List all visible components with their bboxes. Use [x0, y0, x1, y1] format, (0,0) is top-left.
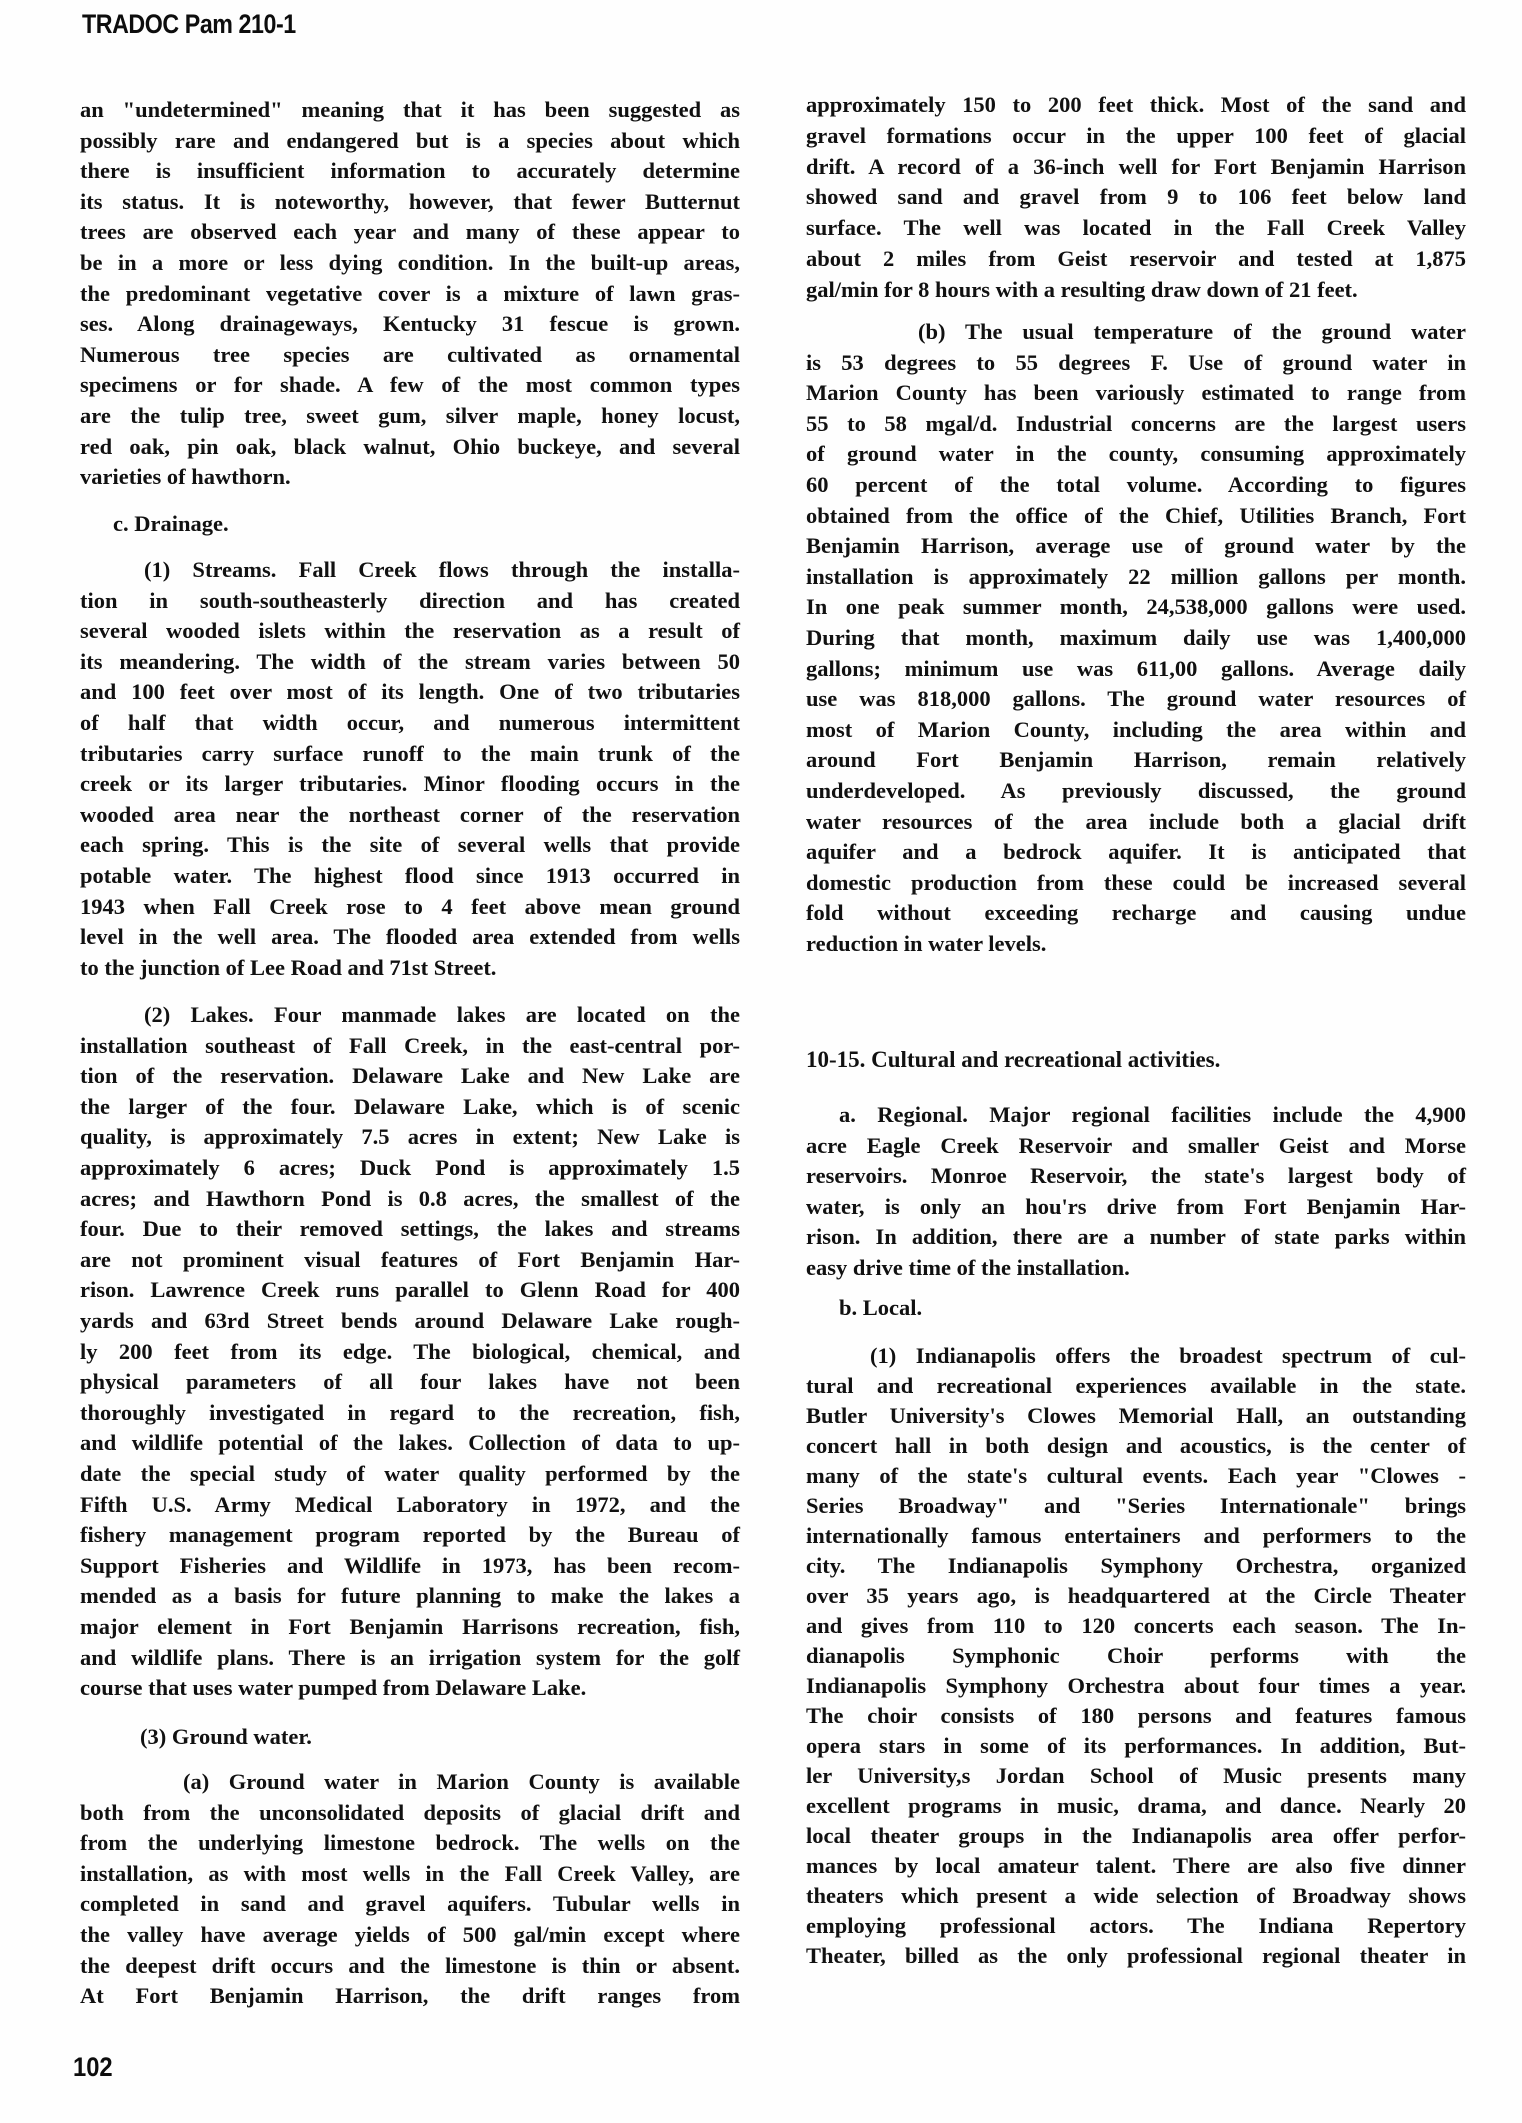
text-line: an "undetermined" meaning that it has been suggested as	[80, 97, 740, 122]
text-line: Marion County has been variously estimated to range from	[806, 380, 1466, 406]
text-line: specimens or for shade. A few of the most common types	[80, 372, 740, 398]
text-line: acre Eagle Creek Reservoir and smaller Geist and Morse	[806, 1132, 1466, 1158]
text-line: water, is only an hou'rs drive from Fort Benjamin Har-	[806, 1193, 1466, 1219]
left-column	[80, 0, 740, 2123]
text-line: is 53 degrees to 55 degrees F. Use of ground water in	[806, 349, 1466, 375]
text-line: thoroughly investigated in regard to the recreation, fish,	[80, 1399, 740, 1425]
text-line: Butler University's Clowes Memorial Hall, an outstanding	[806, 1403, 1466, 1428]
text-line: wooded area near the northeast corner of the reservation	[80, 801, 740, 827]
text-line: drift. A record of a 36-inch well for Fort Benjamin Harrison	[806, 153, 1466, 179]
text-line: tion in south-southeasterly direction and has created	[80, 587, 740, 613]
text-line: about 2 miles from Geist reservoir and tested at 1,875	[806, 246, 1466, 271]
text-line: over 35 years ago, is headquartered at the Circle Theater	[806, 1583, 1466, 1608]
text-line: and gives from 110 to 120 concerts each season. The In-	[806, 1613, 1466, 1638]
text-line: Benjamin Harrison, average use of ground water by the	[806, 533, 1466, 559]
text-line: mances by local amateur talent. There are also five dinner	[806, 1853, 1466, 1878]
text-line: acres; and Hawthorn Pond is 0.8 acres, the smallest of the	[80, 1185, 740, 1211]
text-line: reservoirs. Monroe Reservoir, the state's largest body of	[806, 1163, 1466, 1189]
text-line: (1) Streams. Fall Creek flows through the installa-	[144, 557, 740, 582]
text-line: red oak, pin oak, black walnut, Ohio buckeye, and several	[80, 433, 740, 459]
text-line: gal/min for 8 hours with a resulting draw down of 21 feet.	[806, 276, 1358, 302]
text-line: of ground water in the county, consuming approximately	[806, 441, 1466, 467]
text-line: internationally famous entertainers and performers to the	[806, 1523, 1466, 1548]
text-line: excellent programs in music, drama, and dance. Nearly 20	[806, 1793, 1466, 1818]
text-line: Indianapolis Symphony Orchestra about four times a year.	[806, 1673, 1466, 1698]
text-line: be in a more or less dying condition. In the built-up areas,	[80, 250, 740, 275]
text-line: tributaries carry surface runoff to the main trunk of the	[80, 740, 740, 766]
text-line: mended as a basis for future planning to make the lakes a	[80, 1583, 740, 1609]
right-column	[806, 0, 1466, 2123]
running-head: TRADOC Pam 210-1	[82, 9, 296, 39]
text-line: are the tulip tree, sweet gum, silver maple, honey locust,	[80, 403, 740, 428]
text-line: ses. Along drainageways, Kentucky 31 fescue is grown.	[80, 311, 740, 337]
text-line: showed sand and gravel from 9 to 106 feet below land	[806, 184, 1466, 210]
text-line: most of Marion County, including the area within and	[806, 716, 1466, 742]
text-line: four. Due to their removed settings, the lakes and streams	[80, 1216, 740, 1242]
text-line: local theater groups in the Indianapolis area offer perfor-	[806, 1823, 1466, 1848]
text-line: use was 818,000 gallons. The ground water resources of	[806, 686, 1466, 712]
text-line: c. Drainage.	[113, 511, 229, 536]
text-line: employing professional actors. The Indiana Repertory	[806, 1913, 1466, 1938]
text-line: several wooded islets within the reservation as a result of	[80, 618, 740, 644]
text-line: opera stars in some of its performances. In addition, But-	[806, 1733, 1466, 1758]
text-line: approximately 6 acres; Duck Pond is approximately 1.5	[80, 1155, 740, 1180]
text-line: gallons; minimum use was 611,00 gallons. Average daily	[806, 655, 1466, 681]
text-line: completed in sand and gravel aquifers. Tubular wells in	[80, 1891, 740, 1917]
text-line: possibly rare and endangered but is a species about which	[80, 127, 740, 153]
text-line: underdeveloped. As previously discussed, the ground	[806, 778, 1466, 803]
text-line: Theater, billed as the only professional regional theater in	[806, 1943, 1466, 1968]
text-line: (3) Ground water.	[140, 1724, 312, 1749]
text-line: rison. Lawrence Creek runs parallel to Glenn Road for 400	[80, 1277, 740, 1303]
text-line: the larger of the four. Delaware Lake, which is of scenic	[80, 1093, 740, 1119]
text-line: (b) The usual temperature of the ground water	[918, 319, 1466, 344]
text-line: (2) Lakes. Four manmade lakes are located on the	[144, 1002, 740, 1027]
text-line: its meandering. The width of the stream varies between 50	[80, 648, 740, 674]
text-line: Support Fisheries and Wildlife in 1973, has been recom-	[80, 1552, 740, 1578]
text-line: 60 percent of the total volume. According to figures	[806, 472, 1466, 497]
text-line: there is insufficient information to accurately determine	[80, 158, 740, 184]
text-line: to the junction of Lee Road and 71st Street.	[80, 954, 497, 980]
text-line: dianapolis Symphonic Choir performs with the	[806, 1643, 1466, 1668]
page-number: 102	[73, 2052, 113, 2082]
text-line: domestic production from these could be increased several	[806, 869, 1466, 895]
text-line: obtained from the office of the Chief, Utilities Branch, Fort	[806, 502, 1466, 528]
text-line: course that uses water pumped from Delaware Lake.	[80, 1675, 587, 1701]
text-line: yards and 63rd Street bends around Delaware Lake rough-	[80, 1308, 740, 1333]
text-line: level in the well area. The flooded area extended from wells	[80, 924, 740, 950]
text-line: 10-15. Cultural and recreational activities.	[806, 1047, 1221, 1072]
text-line: and wildlife potential of the lakes. Collection of data to up-	[80, 1430, 740, 1456]
text-line: from the underlying limestone bedrock. The wells on the	[80, 1830, 740, 1856]
text-line: the predominant vegetative cover is a mixture of lawn gras-	[80, 280, 740, 306]
text-line: major element in Fort Benjamin Harrisons recreation, fish,	[80, 1614, 740, 1639]
text-line: fold without exceeding recharge and causing undue	[806, 900, 1466, 926]
text-line: In one peak summer month, 24,538,000 gallons were used.	[806, 594, 1466, 620]
text-line: (1) Indianapolis offers the broadest spectrum of cul-	[870, 1343, 1466, 1368]
text-line: are not prominent visual features of Fort Benjamin Har-	[80, 1246, 740, 1272]
text-line: tion of the reservation. Delaware Lake and New Lake are	[80, 1063, 740, 1089]
text-line: trees are observed each year and many of these appear to	[80, 219, 740, 245]
text-line: a. Regional. Major regional facilities include the 4,900	[839, 1102, 1466, 1127]
text-line: gravel formations occur in the upper 100 feet of glacial	[806, 122, 1466, 148]
text-line: and 100 feet over most of its length. One of two tributaries	[80, 679, 740, 705]
text-line: ly 200 feet from its edge. The biological, chemical, and	[80, 1338, 740, 1364]
text-line: city. The Indianapolis Symphony Orchestra, organized	[806, 1553, 1466, 1578]
text-line: At Fort Benjamin Harrison, the drift ranges from	[80, 1983, 740, 2009]
text-line: potable water. The highest flood since 1913 occurred in	[80, 863, 740, 888]
text-line: easy drive time of the installation.	[806, 1255, 1130, 1280]
text-line: reduction in water levels.	[806, 931, 1047, 956]
text-line: fishery management program reported by the Bureau of	[80, 1522, 740, 1548]
text-line: (a) Ground water in Marion County is available	[183, 1769, 740, 1794]
text-line: of half that width occur, and numerous intermittent	[80, 710, 740, 735]
text-line: varieties of hawthorn.	[80, 464, 291, 490]
text-line: During that month, maximum daily use was 1,400,000	[806, 625, 1466, 650]
text-line: many of the state's cultural events. Each year "Clowes -	[806, 1463, 1466, 1488]
text-line: the valley have average yields of 500 gal/min except where	[80, 1922, 740, 1947]
text-line: aquifer and a bedrock aquifer. It is anticipated that	[806, 839, 1466, 865]
text-line: physical parameters of all four lakes have not been	[80, 1369, 740, 1395]
text-line: its status. It is noteworthy, however, that fewer Butternut	[80, 188, 740, 214]
text-line: Numerous tree species are cultivated as ornamental	[80, 341, 740, 367]
text-line: 55 to 58 mgal/d. Industrial concerns are the largest users	[806, 410, 1466, 436]
text-line: around Fort Benjamin Harrison, remain relatively	[806, 747, 1466, 773]
text-line: b. Local.	[839, 1295, 923, 1320]
text-line: date the special study of water quality performed by the	[80, 1461, 740, 1486]
text-line: concert hall in both design and acoustics, is the center of	[806, 1433, 1466, 1458]
text-line: installation, as with most wells in the Fall Creek Valley, are	[80, 1860, 740, 1886]
text-line: tural and recreational experiences available in the state.	[806, 1373, 1466, 1398]
text-line: installation is approximately 22 million gallons per month.	[806, 563, 1466, 589]
text-line: each spring. This is the site of several wells that provide	[80, 832, 740, 858]
text-line: The choir consists of 180 persons and features famous	[806, 1703, 1466, 1728]
text-line: approximately 150 to 200 feet thick. Most of the sand and	[806, 92, 1466, 117]
text-line: quality, is approximately 7.5 acres in extent; New Lake is	[80, 1124, 740, 1150]
text-line: and wildlife plans. There is an irrigation system for the golf	[80, 1644, 740, 1670]
text-line: theaters which present a wide selection of Broadway shows	[806, 1883, 1466, 1908]
text-line: ler University,s Jordan School of Music presents many	[806, 1763, 1466, 1788]
text-line: rison. In addition, there are a number of state parks within	[806, 1224, 1466, 1250]
text-line: surface. The well was located in the Fall Creek Valley	[806, 215, 1466, 241]
text-line: both from the unconsolidated deposits of glacial drift and	[80, 1799, 740, 1825]
text-line: water resources of the area include both a glacial drift	[806, 808, 1466, 834]
text-line: the deepest drift occurs and the limestone is thin or absent.	[80, 1952, 740, 1978]
text-line: creek or its larger tributaries. Minor flooding occurs in the	[80, 771, 740, 797]
text-line: Series Broadway" and "Series Internationale" brings	[806, 1493, 1466, 1518]
text-line: Fifth U.S. Army Medical Laboratory in 1972, and the	[80, 1491, 740, 1517]
text-line: 1943 when Fall Creek rose to 4 feet above mean ground	[80, 893, 740, 919]
text-line: installation southeast of Fall Creek, in the east-central por-	[80, 1032, 740, 1058]
